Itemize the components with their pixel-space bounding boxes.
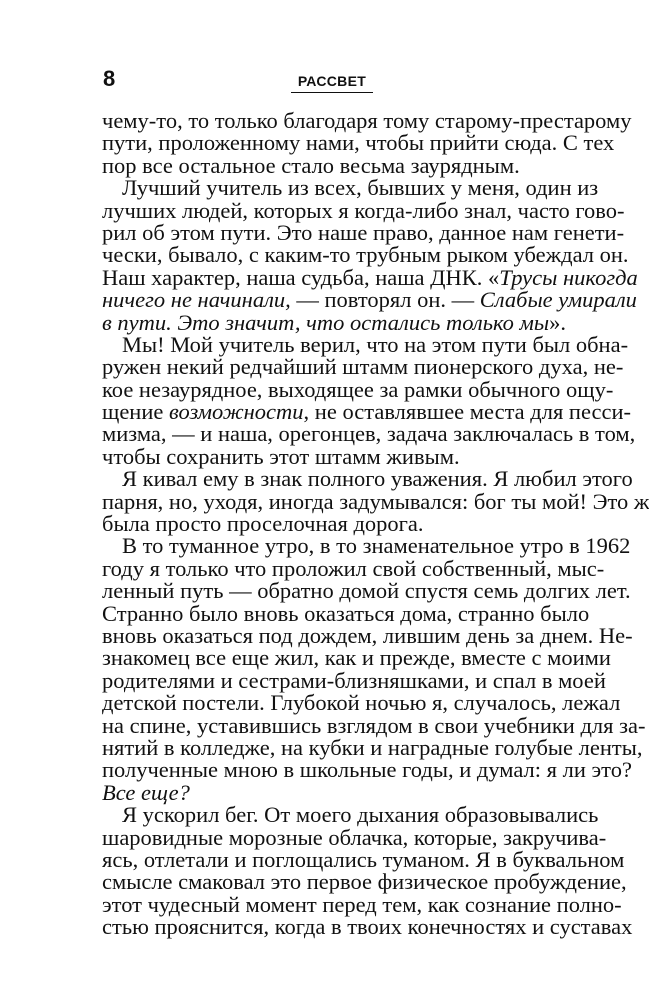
italic-quote: Слабые умирали [479, 287, 637, 313]
text-line: Я ускорил бег. От моего дыхания образовывались [122, 802, 599, 828]
text-line: нятий в колледже, на кубки и наградные голубые ленты, [102, 734, 643, 760]
text-span: щение [102, 399, 170, 425]
text-line: Странно было вновь оказаться дома, странно было [102, 600, 590, 626]
italic-word: возможности [169, 399, 304, 425]
text-line: вновь оказаться под дождем, лившим день за днем. Не- [102, 622, 633, 648]
italic-quote: Трусы никогда [499, 264, 638, 290]
text-line: ленный путь — обратно домой спустя семь долгих лет. [102, 578, 631, 604]
italic-question: Все еще? [102, 779, 190, 805]
text-line: на спине, уставившись взглядом в свои учебники для за- [102, 712, 646, 738]
text-line: родителями и сестрами-близняшками, и спал в моей [102, 667, 606, 693]
text-line: В то туманное утро, в то знаменательное утро в 1962 [122, 533, 631, 559]
text-line [102, 309, 566, 335]
text-line: Лучший учитель из всех, бывших у меня, один из [122, 175, 599, 201]
page-number: 8 [103, 66, 116, 91]
text-line: пути, проложенному нами, чтобы прийти сюда. С тех [102, 130, 615, 156]
text-line: чтобы сохранить этот штамм живым. [102, 443, 460, 469]
text-line: знакомец все еще жил, как и прежде, вместе с моими [102, 645, 611, 671]
text-span: Наш характер, наша судьба, наша ДНК. « [102, 264, 500, 290]
italic-quote: ничего не начинали, [102, 287, 291, 313]
text-line: шаровидные морозные облачка, которые, закручива- [102, 824, 607, 850]
text-line: парня, но, уходя, иногда задумывался: бог ты мой! Это ж [102, 488, 649, 514]
text-line: полученные мною в школьные годы, и думал: я ли это? [102, 757, 632, 783]
italic-quote: в пути. Это значит, что остались только мы [102, 309, 550, 335]
text-line: ясь, отлетали и поглощались туманом. Я в буквальном [102, 846, 625, 872]
text-line [102, 779, 562, 805]
text-line: лучших людей, которых я когда-либо знал, часто гово- [102, 197, 625, 223]
text-line: Я кивал ему в знак полного уважения. Я любил этого [122, 466, 633, 492]
text-line: этот чудесный момент перед тем, как сознание полно- [102, 891, 622, 917]
text-span: — повторял он. — [290, 287, 480, 313]
text-line: ружен некий редчайший штамм пионерского духа, не- [102, 354, 624, 380]
running-head: РАССВЕТ [297, 73, 367, 89]
text-line: была просто проселочная дорога. [102, 511, 424, 537]
text-line: детской постели. Глубокой ночью я, случалось, лежал [102, 690, 621, 716]
text-line: мизма, — и наша, орегонцев, задача заключалась в том, [102, 421, 636, 447]
text-line [102, 287, 637, 313]
text-line: пор все остальное стало весьма заурядным. [102, 152, 520, 178]
text-span: , не оставлявшее места для песси- [303, 399, 632, 425]
text-line: чески, бывало, с каким-то трубным рыком убеждал он. [102, 242, 629, 268]
text-line: чему-то, то только благодаря тому старому-престарому [102, 108, 632, 133]
running-head-rule [291, 92, 373, 93]
text-line [102, 399, 632, 425]
text-line: стью прояснится, когда в твоих конечностях и суставах [102, 914, 633, 940]
text-span: ». [549, 309, 566, 335]
text-line: Мы! Мой учитель верил, что на этом пути был обна- [122, 331, 629, 357]
text-line [102, 264, 638, 290]
text-line: кое незаурядное, выходящее за рамки обычного ощу- [102, 376, 614, 402]
text-line: смысле смаковал это первое физическое пробуждение, [102, 869, 627, 895]
text-line: году я только что проложил свой собственный, мыс- [102, 555, 605, 581]
text-line: рил об этом пути. Это наше право, данное нам генети- [102, 219, 625, 245]
body-text [102, 108, 649, 940]
